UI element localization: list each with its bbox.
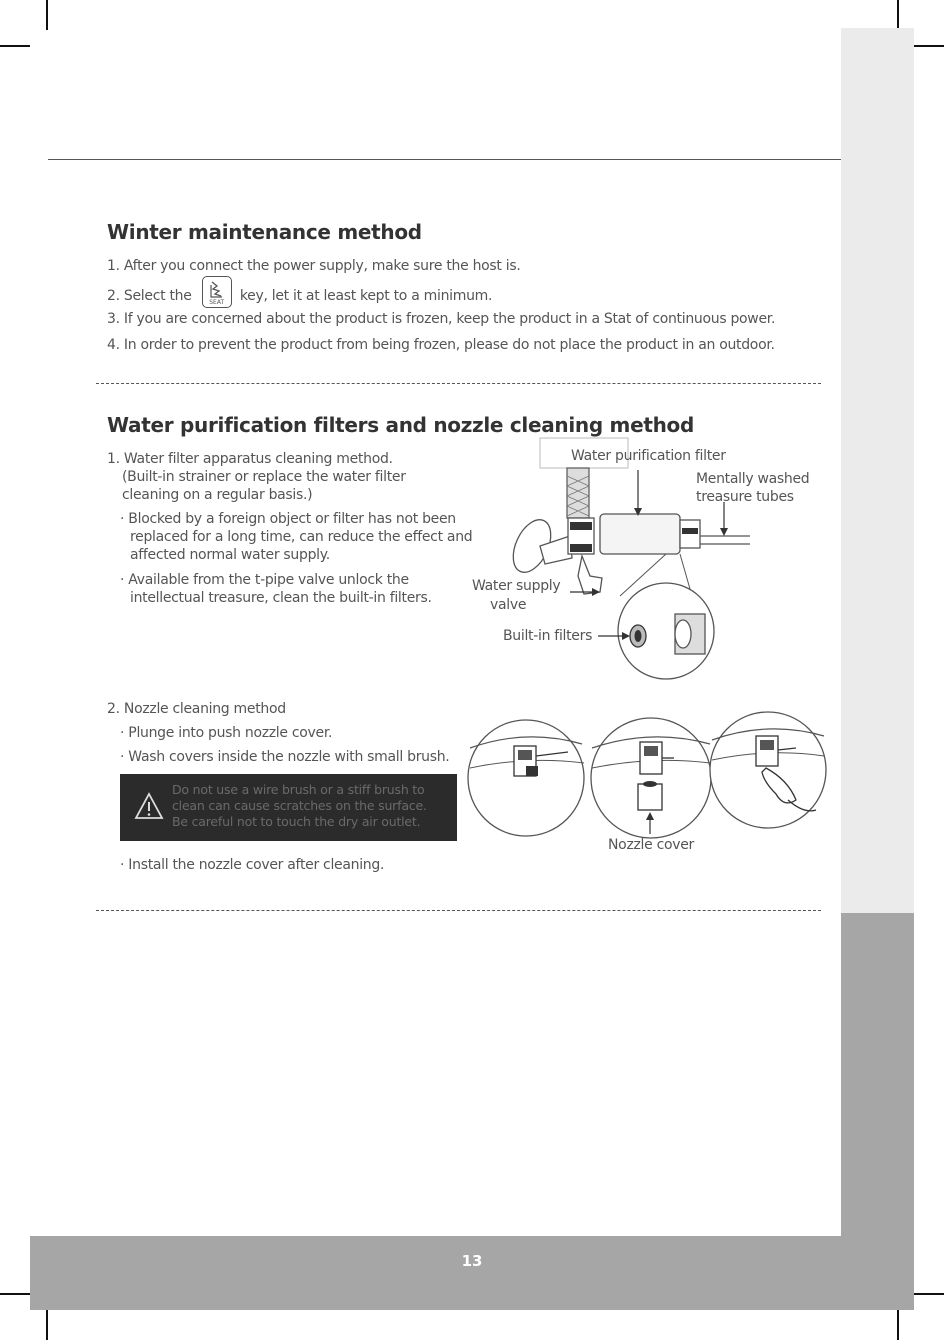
step1-line-2: (Built-in strainer or replace the water filter: [122, 469, 406, 485]
winter-item-2-before: 2. Select the: [107, 288, 192, 304]
label-built-in-filters: Built-in filters: [503, 628, 593, 644]
step2-line-1: 2. Nozzle cleaning method: [107, 701, 286, 717]
step1-bullet-1-line-3: affected normal water supply.: [130, 547, 330, 563]
winter-heading: Winter maintenance method: [107, 220, 422, 244]
warning-line-3: Be careful not to touch the dry air outlet.: [172, 814, 421, 829]
step1-bullet-1-line-2: replaced for a long time, can reduce the effect and: [130, 529, 473, 545]
label-water-supply-valve-line-1: Water supply: [472, 578, 561, 594]
crop-mark: [914, 45, 944, 47]
crop-mark: [897, 0, 899, 30]
nozzle-diagram: [466, 708, 938, 854]
crop-mark: [46, 1310, 48, 1340]
step1-line-3: cleaning on a regular basis.): [122, 487, 313, 503]
label-nozzle-cover: Nozzle cover: [608, 837, 695, 853]
seat-key-label: SEAT: [209, 299, 225, 306]
step2-bullet-1: · Plunge into push nozzle cover.: [120, 725, 333, 741]
seat-key-icon: [202, 276, 232, 308]
step1-bullet-1-line-1: · Blocked by a foreign object or filter has not been: [120, 511, 456, 527]
header-rule: [48, 159, 841, 160]
step2-bullet-2: · Wash covers inside the nozzle with small brush.: [120, 749, 450, 765]
winter-item-2: [107, 284, 492, 308]
section-divider-bottom: [96, 910, 821, 911]
step1-bullet-2-line-1: · Available from the t-pipe valve unlock the: [120, 572, 409, 588]
crop-mark: [0, 45, 30, 47]
step1-line-1: 1. Water filter apparatus cleaning method.: [107, 451, 393, 467]
label-treasure-tubes-line-2: treasure tubes: [696, 489, 794, 505]
step2-bullet-3: · Install the nozzle cover after cleaning.: [120, 857, 385, 873]
section-divider: [96, 383, 821, 384]
winter-item-4: 4. In order to prevent the product from being frozen, please do not place the product in an outdoor.: [107, 337, 775, 353]
warning-line-1: Do not use a wire brush or a stiff brush to: [172, 782, 425, 797]
page-number: 13: [461, 1252, 483, 1270]
warning-box: [120, 774, 457, 841]
label-treasure-tubes-line-1: Mentally washed: [696, 471, 810, 487]
warning-line-2: clean can cause scratches on the surface.: [172, 798, 427, 813]
warning-text: [172, 782, 427, 830]
warning-icon: [134, 792, 164, 820]
step1-bullet-2-line-2: intellectual treasure, clean the built-in filters.: [130, 590, 432, 606]
crop-mark: [0, 1293, 30, 1295]
side-tab-dark: [841, 913, 914, 1236]
winter-item-3: 3. If you are concerned about the product is frozen, keep the product in a Stat of continuous power.: [107, 311, 776, 327]
winter-item-1: 1. After you connect the power supply, make sure the host is.: [107, 258, 521, 274]
filters-heading: Water purification filters and nozzle cleaning method: [107, 413, 695, 437]
label-water-supply-valve-line-2: valve: [490, 597, 527, 613]
page-footer: [30, 1236, 914, 1310]
crop-mark: [914, 1293, 944, 1295]
label-water-purification-filter: Water purification filter: [571, 448, 726, 464]
winter-item-2-after: key, let it at least kept to a minimum.: [239, 288, 493, 304]
crop-mark: [897, 1310, 899, 1340]
crop-mark: [46, 0, 48, 30]
